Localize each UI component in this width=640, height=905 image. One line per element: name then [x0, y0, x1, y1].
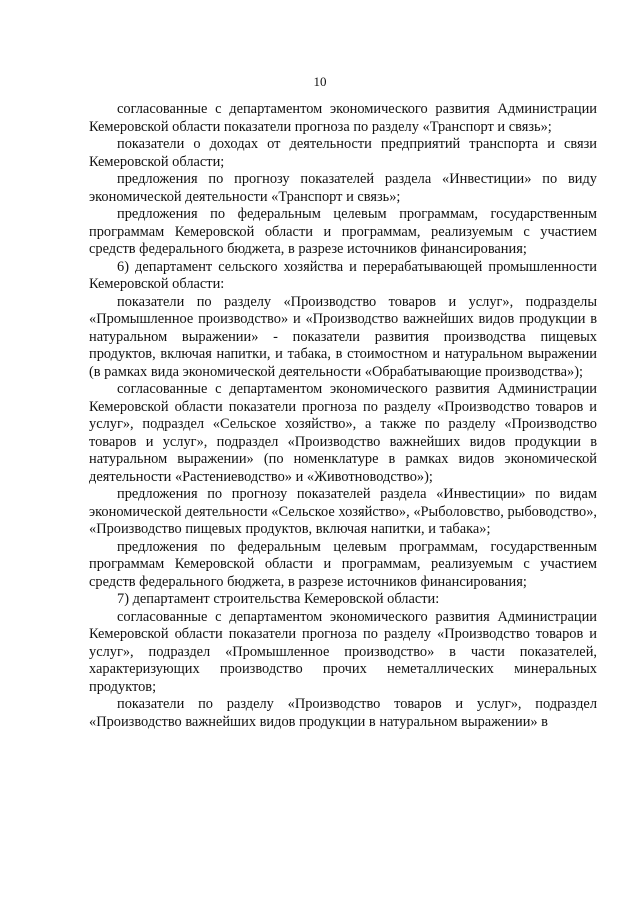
paragraph: предложения по прогнозу показателей раздела «Инвестиции» по видам экономической деятельности «Сельское хозяйство», «Рыболовство, рыбоводство», «Производство пищевых продуктов, включая напитки, и табака»;	[89, 486, 597, 537]
paragraph: предложения по федеральным целевым программам, государственным программам Кемеровской области и программам, реализуемым с участием средств федерального бюджета, в разрезе источников финансирования;	[89, 206, 597, 257]
page-number: 10	[313, 74, 327, 89]
paragraph: показатели по разделу «Производство товаров и услуг», подраздел «Производство важнейших видов продукции в натуральном выражении» в	[89, 696, 597, 730]
paragraph: показатели по разделу «Производство товаров и услуг», подразделы «Промышленное производство» и «Производство важнейших видов продукции в натуральном выражении» - показатели развития производства пищевых продуктов, включая напитки, и табака, в стоимостном и натуральном выражении (в рамках вида экономической деятельности «Обрабатывающие производства»);	[89, 293, 597, 380]
document-body	[89, 101, 597, 731]
list-item-heading: 6) департамент сельского хозяйства и перерабатывающей промышленности Кемеровской области:	[89, 258, 597, 292]
paragraph: предложения по федеральным целевым программам, государственным программам Кемеровской области и программам, реализуемым с участием средств федерального бюджета, в разрезе источников финансирования;	[89, 538, 597, 590]
paragraph: согласованные с департаментом экономического развития Администрации Кемеровской области показатели прогноза по разделу «Транспорт и связь»;	[89, 101, 597, 135]
paragraph: согласованные с департаментом экономического развития Администрации Кемеровской области показатели прогноза по разделу «Производство товаров и услуг», подраздел «Сельское хозяйство», а также по разделу «Производство товаров и услуг», подраздел «Производство важнейших видов продукции в натуральном выражении» (по номенклатуре в рамках видов экономической деятельности «Растениеводство» и «Животноводство»);	[89, 381, 597, 485]
paragraph: согласованные с департаментом экономического развития Администрации Кемеровской области показатели прогноза по разделу «Производство товаров и услуг», подраздел «Промышленное производство» в части показателей, характеризующих производство прочих неметаллических минеральных продуктов;	[89, 608, 597, 695]
paragraph: предложения по прогнозу показателей раздела «Инвестиции» по виду экономической деятельности «Транспорт и связь»;	[89, 171, 597, 205]
paragraph: показатели о доходах от деятельности предприятий транспорта и связи Кемеровской области;	[89, 136, 597, 170]
list-item-heading: 7) департамент строительства Кемеровской области:	[117, 591, 440, 607]
